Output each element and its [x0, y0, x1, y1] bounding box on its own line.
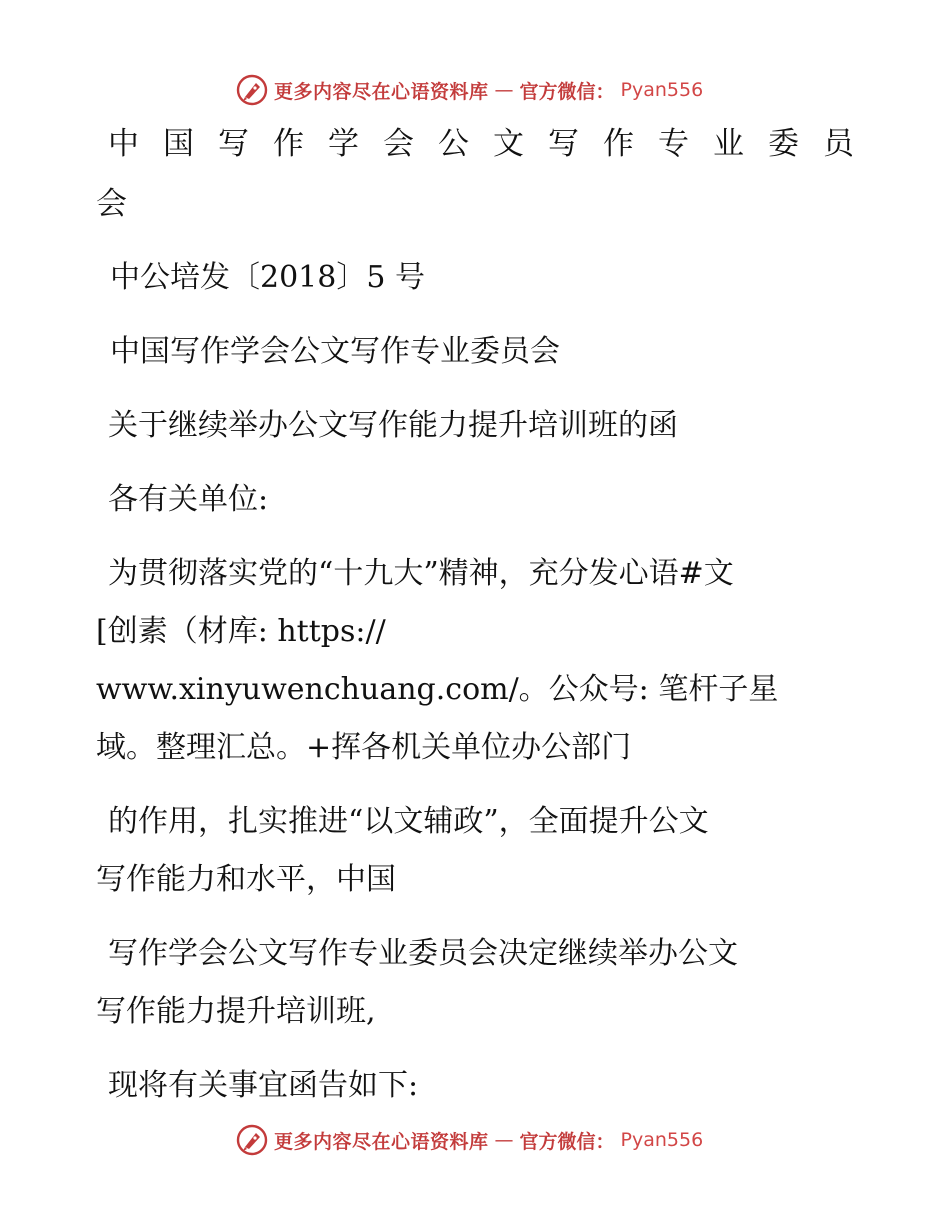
banner-dash: —: [494, 1129, 514, 1151]
pen-nib-logo-icon: [236, 1124, 268, 1156]
doc-line-4: 中国写作学会公文写作专业委员会: [110, 334, 560, 369]
doc-line-6: 各有关单位:: [108, 482, 269, 517]
banner-wechat-label: 官方微信：: [519, 1130, 615, 1153]
doc-line-15: 现将有关事宜函告如下:: [108, 1068, 419, 1103]
doc-line-5: 关于继续举办公文写作能力提升培训班的函: [108, 408, 678, 443]
doc-line-9: www.xinyuwenchuang.com/。公众号: 笔杆子星: [96, 672, 779, 707]
banner-wechat-label: 官方微信：: [519, 80, 615, 103]
doc-line-10: 域。整理汇总。+挥各机关单位办公部门: [96, 730, 632, 765]
doc-line-13: 写作学会公文写作专业委员会决定继续举办公文: [108, 936, 738, 971]
doc-line-2: 会: [96, 186, 127, 222]
doc-line-7: 为贯彻落实党的“十九大”精神，充分发心语#文: [108, 556, 734, 591]
banner-promo-text: 更多内容尽在心语资料库: [274, 80, 489, 103]
doc-line-8: [创素（材库: https://: [96, 614, 386, 649]
footer-banner: [236, 1120, 703, 1160]
pen-nib-logo-icon: [236, 74, 268, 106]
doc-line-11: 的作用，扎实推进“以文辅政”，全面提升公文: [108, 804, 709, 839]
banner-wechat-id: Pyan556: [620, 79, 704, 101]
banner-wechat-id: Pyan556: [620, 1129, 704, 1151]
header-banner: [236, 70, 703, 110]
doc-line-14: 写作能力提升培训班,: [96, 994, 376, 1029]
doc-line-3: 中公培发〔2018〕5 号: [110, 260, 425, 295]
banner-promo-text: 更多内容尽在心语资料库: [274, 1130, 489, 1153]
doc-line-1: 中国写作学会公文写作专业委员: [108, 126, 878, 162]
banner-dash: —: [494, 79, 514, 101]
doc-line-12: 写作能力和水平，中国: [96, 862, 396, 897]
